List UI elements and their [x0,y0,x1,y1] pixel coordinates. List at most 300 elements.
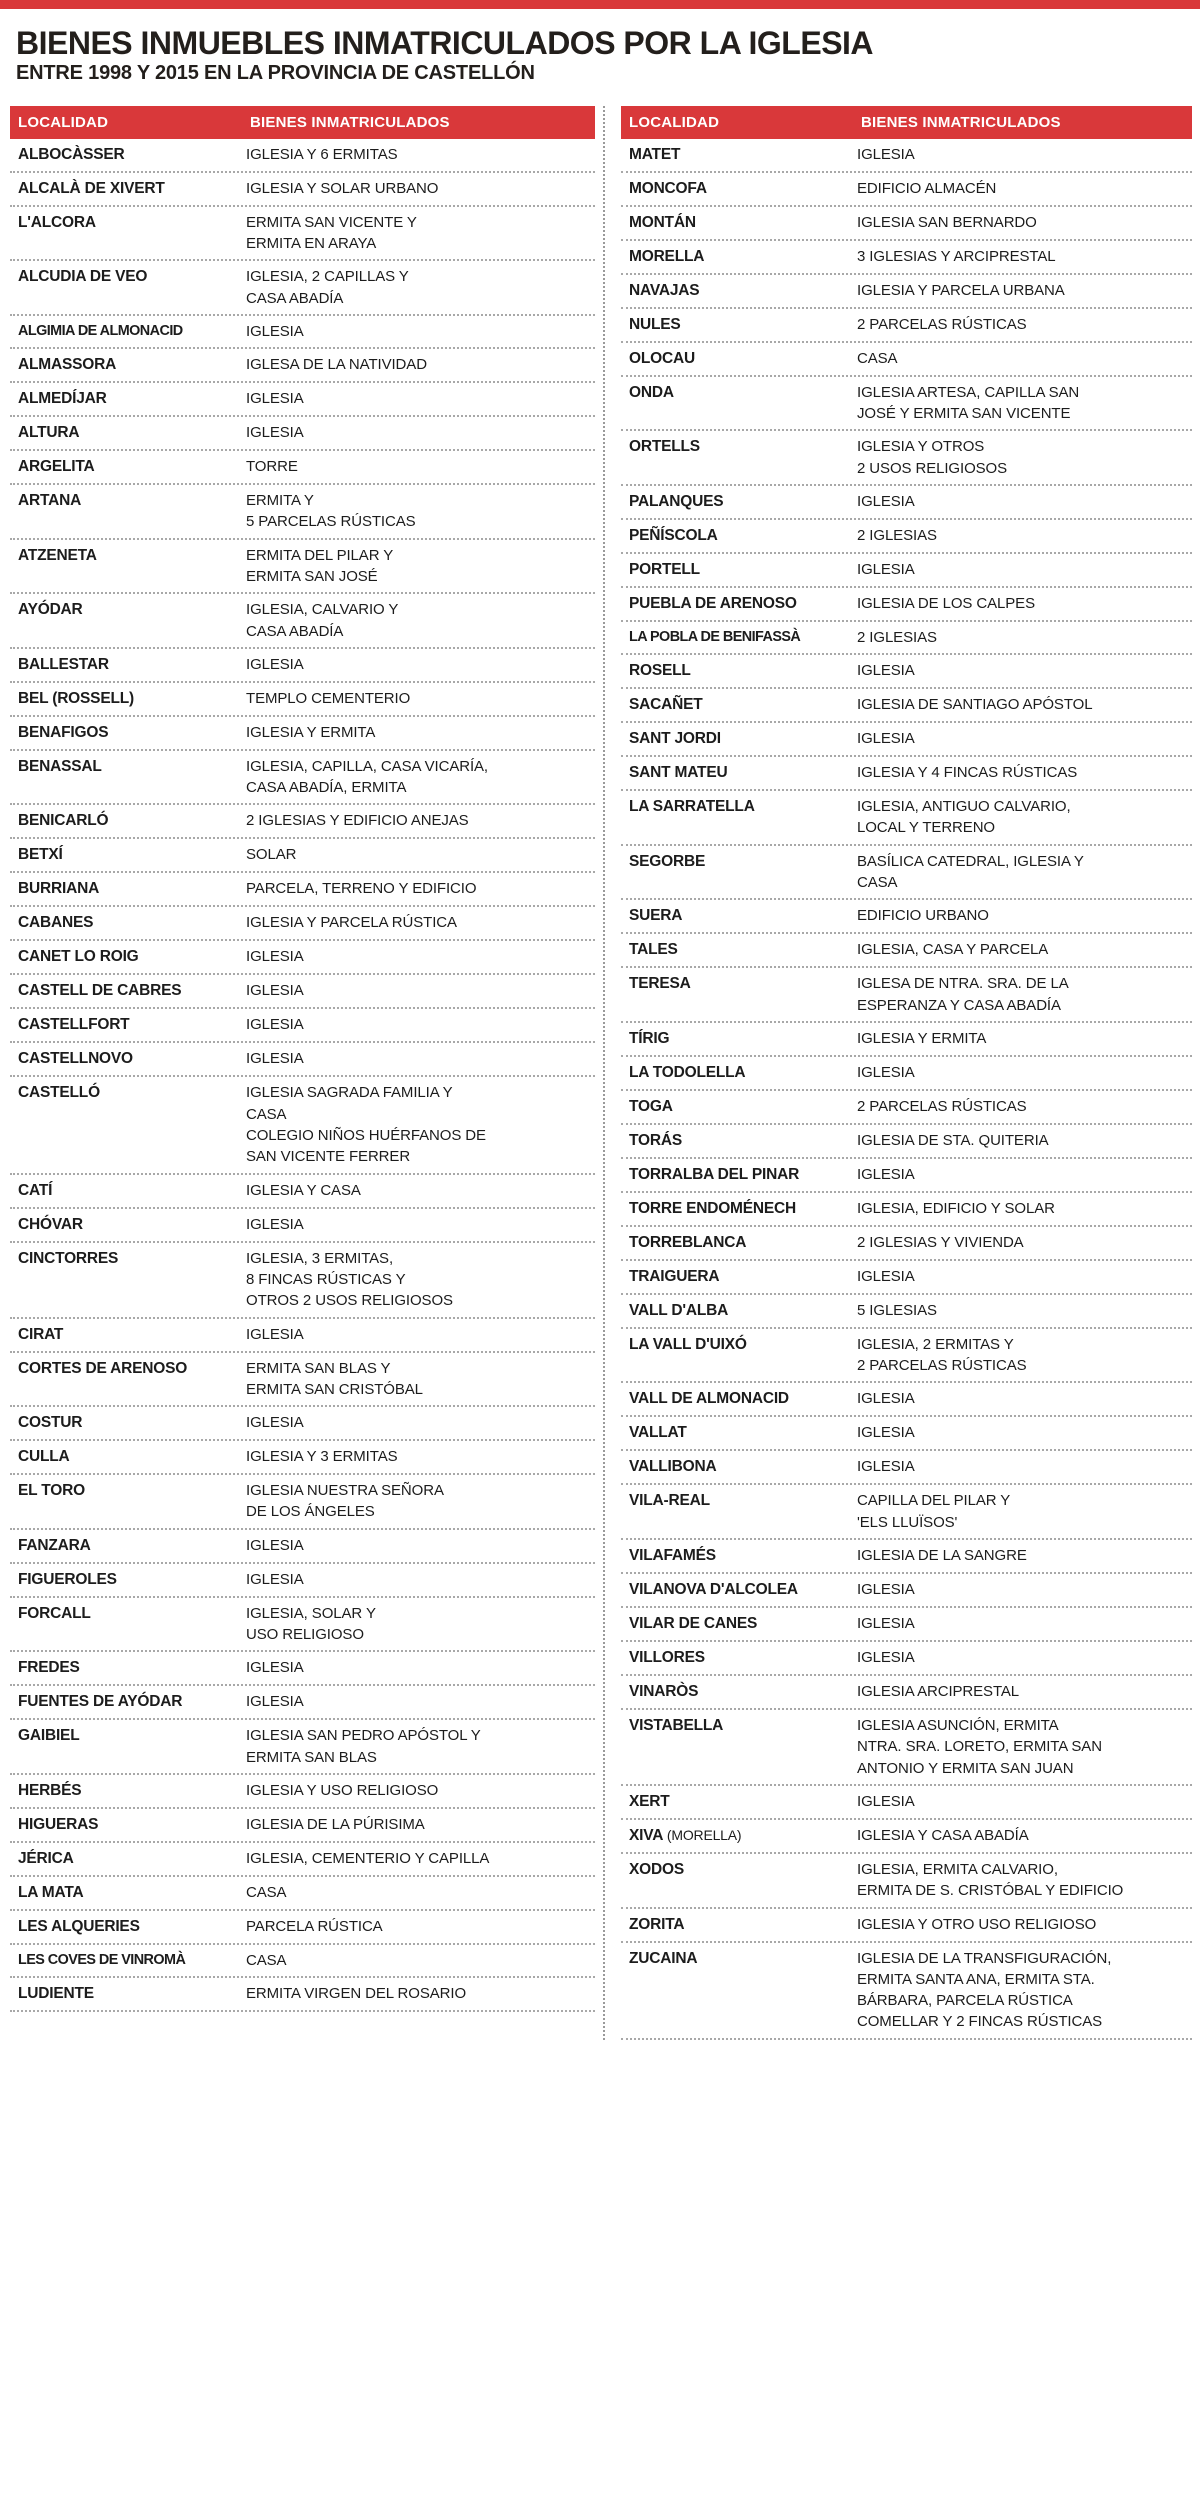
cell-goods-line: IGLESIA [857,1390,915,1408]
table-row [10,839,595,873]
cell-locality: VILLORES [629,1649,705,1667]
table-row [621,588,1192,622]
table-row [621,934,1192,968]
cell-goods-line: IGLESIA Y CASA ABADÍA [857,1826,1029,1844]
cell-goods-line: ERMITA SANTA ANA, ERMITA STA. [857,1970,1095,1988]
table-row [10,139,595,173]
cell-goods [853,1825,1192,1846]
cell-locality: PUEBLA DE ARENOSO [629,594,797,612]
cell-locality: NULES [629,315,681,333]
cell-locality: BURRIANA [18,880,100,898]
cell-goods [853,762,1192,783]
cell-locality: BENICARLÓ [18,812,109,830]
table-row [621,343,1192,377]
cell-locality: ALBOCÀSSER [18,145,125,163]
table-row [10,1809,595,1843]
cell-locality: SACAÑET [629,696,703,714]
cell-locality: BEL (ROSSELL) [18,689,134,707]
table-row [10,975,595,1009]
cell-goods-line: IGLESIA DE LOS CALPES [857,594,1035,612]
cell-goods-line: TORRE [246,458,298,476]
cell-goods-line: 5 PARCELAS RÚSTICAS [246,513,416,531]
cell-goods-line: JOSÉ Y ERMITA SAN VICENTE [857,404,1071,422]
cell-goods [853,1300,1192,1321]
cell-goods [242,1358,595,1401]
cell-goods-line: ERMITA Y [246,492,314,510]
cell-goods-line: IGLESIA Y ERMITA [857,1029,987,1047]
cell-goods-line: IGLESIA, 2 CAPILLAS Y [246,268,409,286]
cell-goods [242,1983,595,2004]
cell-goods-line: CASA ABADÍA [246,622,344,640]
page-title: BIENES INMUEBLES INMATRICULADOS POR LA IGLESIA [16,25,874,61]
cell-locality: TORRALBA DEL PINAR [629,1165,800,1183]
cell-goods [853,1948,1192,2033]
table-row [621,622,1192,655]
cell-goods-line: 2 PARCELAS RÚSTICAS [857,1357,1027,1375]
cell-locality: BALLESTAR [18,655,109,673]
table-row [10,1175,595,1209]
cell-locality: LA MATA [18,1883,84,1901]
table-row [621,309,1192,343]
cell-goods-line: IGLESIA SAN BERNARDO [857,213,1037,231]
table-row [621,241,1192,275]
cell-goods-line: ANTONIO Y ERMITA SAN JUAN [857,1759,1074,1777]
cell-goods [853,491,1192,512]
cell-locality: BETXÍ [18,846,63,864]
cell-goods [242,844,595,865]
table-row [621,1329,1192,1384]
table-row [621,655,1192,689]
cell-goods-line: NTRA. SRA. LORETO, ERMITA SAN [857,1738,1102,1756]
cell-goods-line: IGLESIA [246,1050,304,1068]
cell-goods-line: IGLESIA, EDIFICIO Y SOLAR [857,1199,1055,1217]
cell-goods-line: IGLESIA DE SANTIAGO APÓSTOL [857,696,1093,714]
table-row [10,451,595,485]
cell-goods [242,1603,595,1646]
cell-goods [853,1130,1192,1151]
cell-goods [853,525,1192,546]
table-row [621,1451,1192,1485]
cell-goods [242,756,595,799]
cell-locality: FANZARA [18,1536,91,1554]
cell-goods [242,354,595,375]
table-row [10,1775,595,1809]
table-left-header-row [10,106,595,139]
cell-goods-line: ERMITA SAN BLAS [246,1748,377,1766]
cell-goods [242,144,595,165]
table-row [10,1077,595,1174]
cell-locality: ATZENETA [18,546,97,564]
cell-locality: AYÓDAR [18,601,83,619]
cell-goods-line: CASA [246,1105,287,1123]
cell-locality: CATÍ [18,1181,53,1199]
cell-goods-line: DE LOS ÁNGELES [246,1503,375,1521]
table-row [621,1710,1192,1786]
cell-goods-line: IGLESIA [857,1649,915,1667]
table-row [621,554,1192,588]
cell-locality: ONDA [629,383,674,401]
column-header-goods: BIENES INMATRICULADOS [861,113,1061,131]
cell-goods [853,178,1192,199]
table-row [10,540,595,595]
table-row [10,1945,595,1978]
column-header-locality: LOCALIDAD [18,113,109,131]
cell-goods [242,1412,595,1433]
table-row [621,139,1192,173]
cell-goods [853,1028,1192,1049]
cell-goods [853,796,1192,839]
column-header-locality: LOCALIDAD [629,113,720,131]
cell-goods-line: IGLESIA [246,1215,304,1233]
cell-locality: OLOCAU [629,349,695,367]
cell-locality: CANET LO ROIG [18,948,139,966]
cell-goods [242,599,595,642]
table-row [621,846,1192,901]
cell-goods [853,559,1192,580]
cell-goods-line: IGLESIA Y SOLAR URBANO [246,179,439,197]
cell-locality: TERESA [629,975,691,993]
cell-goods [853,1715,1192,1779]
cell-goods-line: IGLESA DE LA NATIVIDAD [246,356,427,374]
table-row [621,968,1192,1023]
cell-goods-line: 5 IGLESIAS [857,1301,937,1319]
cell-goods-line: IGLESIA [246,655,304,673]
cell-goods [242,456,595,477]
table-row [621,757,1192,791]
table-row [10,261,595,316]
table-row [10,1353,595,1408]
table-row [10,1720,595,1775]
cell-locality: ALCALÀ DE XIVERT [18,179,165,197]
table-left-body [10,139,595,2013]
column-header-goods: BIENES INMATRICULADOS [250,113,450,131]
cell-locality: MONTÁN [629,213,696,231]
table-row [621,1125,1192,1159]
cell-locality: BENAFIGOS [18,723,109,741]
cell-goods [242,1480,595,1523]
cell-goods-line: IGLESIA [246,948,304,966]
cell-goods-line: IGLESIA [857,1424,915,1442]
cell-goods-line: ERMITA VIRGEN DEL ROSARIO [246,1985,467,2003]
table-row [10,1652,595,1686]
cell-locality: CABANES [18,914,94,932]
cell-goods-line: IGLESIA [857,1581,915,1599]
cell-goods-line: IGLESIA [246,1325,304,1343]
cell-goods-line: COMELLAR Y 2 FINCAS RÚSTICAS [857,2013,1103,2031]
cell-goods [242,1569,595,1590]
table-row [10,649,595,683]
cell-goods-line: 8 FINCAS RÚSTICAS Y [246,1270,406,1288]
table-row [10,1911,595,1945]
cell-locality: ARGELITA [18,458,95,476]
table-row [10,1043,595,1077]
cell-locality: TRAIGUERA [629,1267,720,1285]
cell-locality: TÍRIG [629,1029,670,1047]
cell-goods-line: IGLESIA [857,1792,915,1810]
cell-goods [242,1082,595,1167]
cell-locality: VINARÒS [629,1683,699,1701]
cell-goods [853,144,1192,165]
table-row [10,907,595,941]
cell-goods [242,1657,595,1678]
table-row [10,1009,595,1043]
table-row [621,1820,1192,1854]
cell-goods-line: IGLESIA [857,1267,915,1285]
cell-locality: SUERA [629,907,683,925]
cell-locality: HERBÉS [18,1781,82,1799]
cell-goods-line: IGLESIA ARCIPRESTAL [857,1683,1020,1701]
cell-goods [853,1334,1192,1377]
cell-goods-line: 2 IGLESIAS [857,628,937,646]
cell-goods [242,722,595,743]
table-row [10,1407,595,1441]
cell-goods-line: 2 PARCELAS RÚSTICAS [857,1097,1027,1115]
cell-goods-line: IGLESIA [246,1659,304,1677]
cell-locality: ZORITA [629,1915,685,1933]
page-header [0,9,1200,90]
cell-goods-line: IGLESIA [857,1165,915,1183]
cell-locality: CASTELLNOVO [18,1050,133,1068]
cell-goods [853,1096,1192,1117]
cell-goods [853,1859,1192,1902]
cell-goods-line: IGLESIA [857,1458,915,1476]
cell-locality: PORTELL [629,560,700,578]
cell-goods [853,280,1192,301]
cell-goods [853,905,1192,926]
cell-locality: BENASSAL [18,757,102,775]
table-row [10,717,595,751]
cell-goods [853,314,1192,335]
table-row [10,1530,595,1564]
cell-goods [242,810,595,831]
table-row [621,723,1192,757]
table-row [10,383,595,417]
cell-locality: CASTELLÓ [18,1084,100,1102]
cell-locality: CHÓVAR [18,1215,83,1233]
cell-goods [853,212,1192,233]
cell-goods [853,1422,1192,1443]
cell-goods-line: IGLESIA ASUNCIÓN, ERMITA [857,1717,1059,1735]
cell-goods-line: BÁRBARA, PARCELA RÚSTICA [857,1992,1073,2010]
cell-goods-line: EDIFICIO URBANO [857,907,989,925]
cell-goods [242,422,595,443]
cell-locality: LES ALQUERIES [18,1917,140,1935]
cell-goods-line: IGLESIA Y 3 ERMITAS [246,1448,398,1466]
table-row [10,1243,595,1319]
cell-goods [853,1681,1192,1702]
cell-goods-line: ERMITA SAN BLAS Y [246,1359,391,1377]
cell-locality: VILAFAMÉS [629,1547,716,1565]
cell-goods-line: CASA [857,349,898,367]
cell-goods [242,980,595,1001]
cell-goods-line: ERMITA SAN VICENTE Y [246,213,417,231]
cell-goods-line: ERMITA SAN CRISTÓBAL [246,1380,423,1398]
cell-locality: ALMASSORA [18,356,117,374]
cell-locality: ORTELLS [629,438,700,456]
cell-goods [242,1848,595,1869]
cell-goods-line: CASA [857,874,898,891]
cell-locality: XERT [629,1792,670,1810]
cell-locality: VILAR DE CANES [629,1615,758,1633]
cell-locality: CULLA [18,1448,70,1466]
cell-goods [242,490,595,533]
cell-goods [853,1791,1192,1812]
cell-goods-line: 2 IGLESIAS [857,526,937,544]
cell-goods-line: IGLESIA DE STA. QUITERIA [857,1131,1049,1149]
cell-goods-line: IGLESIA [246,1414,304,1432]
cell-locality: SEGORBE [629,852,706,870]
table-row [10,349,595,383]
cell-locality: CORTES DE ARENOSO [18,1359,188,1377]
cell-locality: EL TORO [18,1482,85,1500]
cell-locality: TALES [629,941,678,959]
cell-goods-line: PARCELA, TERRENO Y EDIFICIO [246,880,477,898]
cell-goods [242,1248,595,1312]
cell-goods [853,1914,1192,1935]
cell-locality: MATET [629,145,681,163]
cell-locality: TORREBLANCA [629,1233,747,1251]
cell-goods-line: PARCELA RÚSTICA [246,1917,383,1935]
cell-goods-line: IGLESIA [857,560,915,578]
table-row [10,1319,595,1353]
cell-goods-line: IGLESIA, ANTIGUO CALVARIO, [857,798,1071,816]
cell-locality: MORELLA [629,247,705,265]
table-row [621,431,1192,486]
cell-goods [242,1048,595,1069]
cell-locality: ARTANA [18,492,82,510]
cell-goods-line: 'ELS LLUÏSOS' [857,1513,958,1531]
cell-goods-line: IGLESIA, CASA Y PARCELA [857,941,1049,959]
cell-locality: VALLAT [629,1424,687,1442]
cell-locality: FUENTES DE AYÓDAR [18,1693,183,1711]
cell-goods-line: CAPILLA DEL PILAR Y [857,1492,1011,1510]
cell-locality: GAIBIEL [18,1727,80,1745]
cell-goods-line: IGLESIA [857,662,915,680]
cell-goods [853,1545,1192,1566]
cell-goods [242,545,595,588]
cell-locality: VALL DE ALMONACID [629,1390,789,1408]
cell-goods [242,688,595,709]
cell-goods [242,1725,595,1768]
cell-goods-line: LOCAL Y TERRENO [857,819,995,837]
table-row [10,805,595,839]
cell-goods-line: SOLAR [246,846,297,864]
table-left [10,106,595,2013]
cell-goods-line: IGLESA DE NTRA. SRA. DE LA [857,975,1069,993]
cell-locality: PEÑÍSCOLA [629,526,718,544]
cell-goods [853,1388,1192,1409]
table-row [621,1023,1192,1057]
cell-goods-line: CASA [246,1951,287,1969]
cell-goods [242,1916,595,1937]
table-row [621,1261,1192,1295]
cell-locality: ALCUDIA DE VEO [18,268,148,286]
cell-goods [853,1579,1192,1600]
cell-goods-line: IGLESIA, CALVARIO Y [246,601,399,619]
cell-goods-line: IGLESIA [246,1536,304,1554]
tables-container [0,106,1200,2040]
cell-goods [242,1780,595,1801]
table-row [621,791,1192,846]
cell-goods [242,1324,595,1345]
cell-goods-line: TEMPLO CEMENTERIO [246,689,411,707]
table-row [621,1909,1192,1943]
cell-goods-line: OTROS 2 USOS RELIGIOSOS [246,1292,453,1310]
table-row [621,1943,1192,2040]
cell-locality: JÉRICA [18,1849,74,1867]
page-subtitle: ENTRE 1998 Y 2015 EN LA PROVINCIA DE CASTELLÓN [16,61,535,84]
cell-goods-line: 2 USOS RELIGIOSOS [857,459,1008,477]
cell-locality: VALLIBONA [629,1458,717,1476]
cell-locality: LA VALL D'UIXÓ [629,1335,747,1353]
table-row [10,1209,595,1243]
table-row [10,207,595,262]
cell-goods [853,1613,1192,1634]
cell-goods-line: SAN VICENTE FERRER [246,1148,411,1166]
cell-locality: FORCALL [18,1604,91,1622]
table-row [10,417,595,451]
cell-goods-line: CASA [246,1883,287,1901]
table-row [621,207,1192,241]
cell-goods-line: IGLESIA Y OTRO USO RELIGIOSO [857,1915,1097,1933]
cell-locality: NAVAJAS [629,281,700,299]
table-row [621,1642,1192,1676]
cell-goods-line: IGLESIA DE LA TRANSFIGURACIÓN, [857,1949,1112,1967]
table-right-header-row [621,106,1192,139]
table-row [621,1417,1192,1451]
table-row [621,173,1192,207]
cell-goods [853,382,1192,425]
cell-goods-line: BASÍLICA CATEDRAL, IGLESIA Y [857,852,1084,870]
cell-locality: VILA-REAL [629,1492,710,1510]
cell-locality: LA TODOLELLA [629,1063,746,1081]
cell-locality: SANT MATEU [629,764,728,782]
cell-locality: TOGA [629,1097,673,1115]
table-row [621,1091,1192,1125]
cell-goods [242,946,595,967]
cell-goods-line: 2 IGLESIAS Y EDIFICIO ANEJAS [246,812,469,830]
cell-goods [853,1062,1192,1083]
cell-goods-line: IGLESIA Y CASA [246,1181,361,1199]
cell-goods [853,1198,1192,1219]
cell-goods-line: IGLESIA ARTESA, CAPILLA SAN [857,383,1080,401]
cell-goods-line: IGLESIA, ERMITA CALVARIO, [857,1860,1058,1878]
cell-goods [853,851,1192,894]
cell-goods-line: CASA ABADÍA [246,289,344,307]
cell-goods [242,1535,595,1556]
cell-goods-line: IGLESIA, CAPILLA, CASA VICARÍA, [246,757,488,775]
cell-goods-line: 3 IGLESIAS Y ARCIPRESTAL [857,247,1056,265]
table-row [10,485,595,540]
cell-goods [853,1490,1192,1533]
cell-locality: XODOS [629,1860,684,1878]
cell-goods-line: IGLESIA, SOLAR Y [246,1604,376,1622]
cell-locality: TORRE ENDOMÉNECH [629,1199,797,1217]
cell-goods-line: ERMITA DE S. CRISTÓBAL Y EDIFICIO [857,1882,1124,1900]
cell-locality: ZUCAINA [629,1949,698,1967]
cell-locality: PALANQUES [629,492,724,510]
cell-locality: CINCTORRES [18,1249,119,1267]
cell-goods [853,973,1192,1016]
table-row [10,1441,595,1475]
cell-locality: ROSELL [629,662,691,680]
cell-goods [242,212,595,255]
cell-goods [853,1456,1192,1477]
table-row [10,873,595,907]
cell-goods [242,388,595,409]
cell-goods [853,694,1192,715]
cell-goods-line: IGLESIA Y 4 FINCAS RÚSTICAS [857,764,1078,782]
